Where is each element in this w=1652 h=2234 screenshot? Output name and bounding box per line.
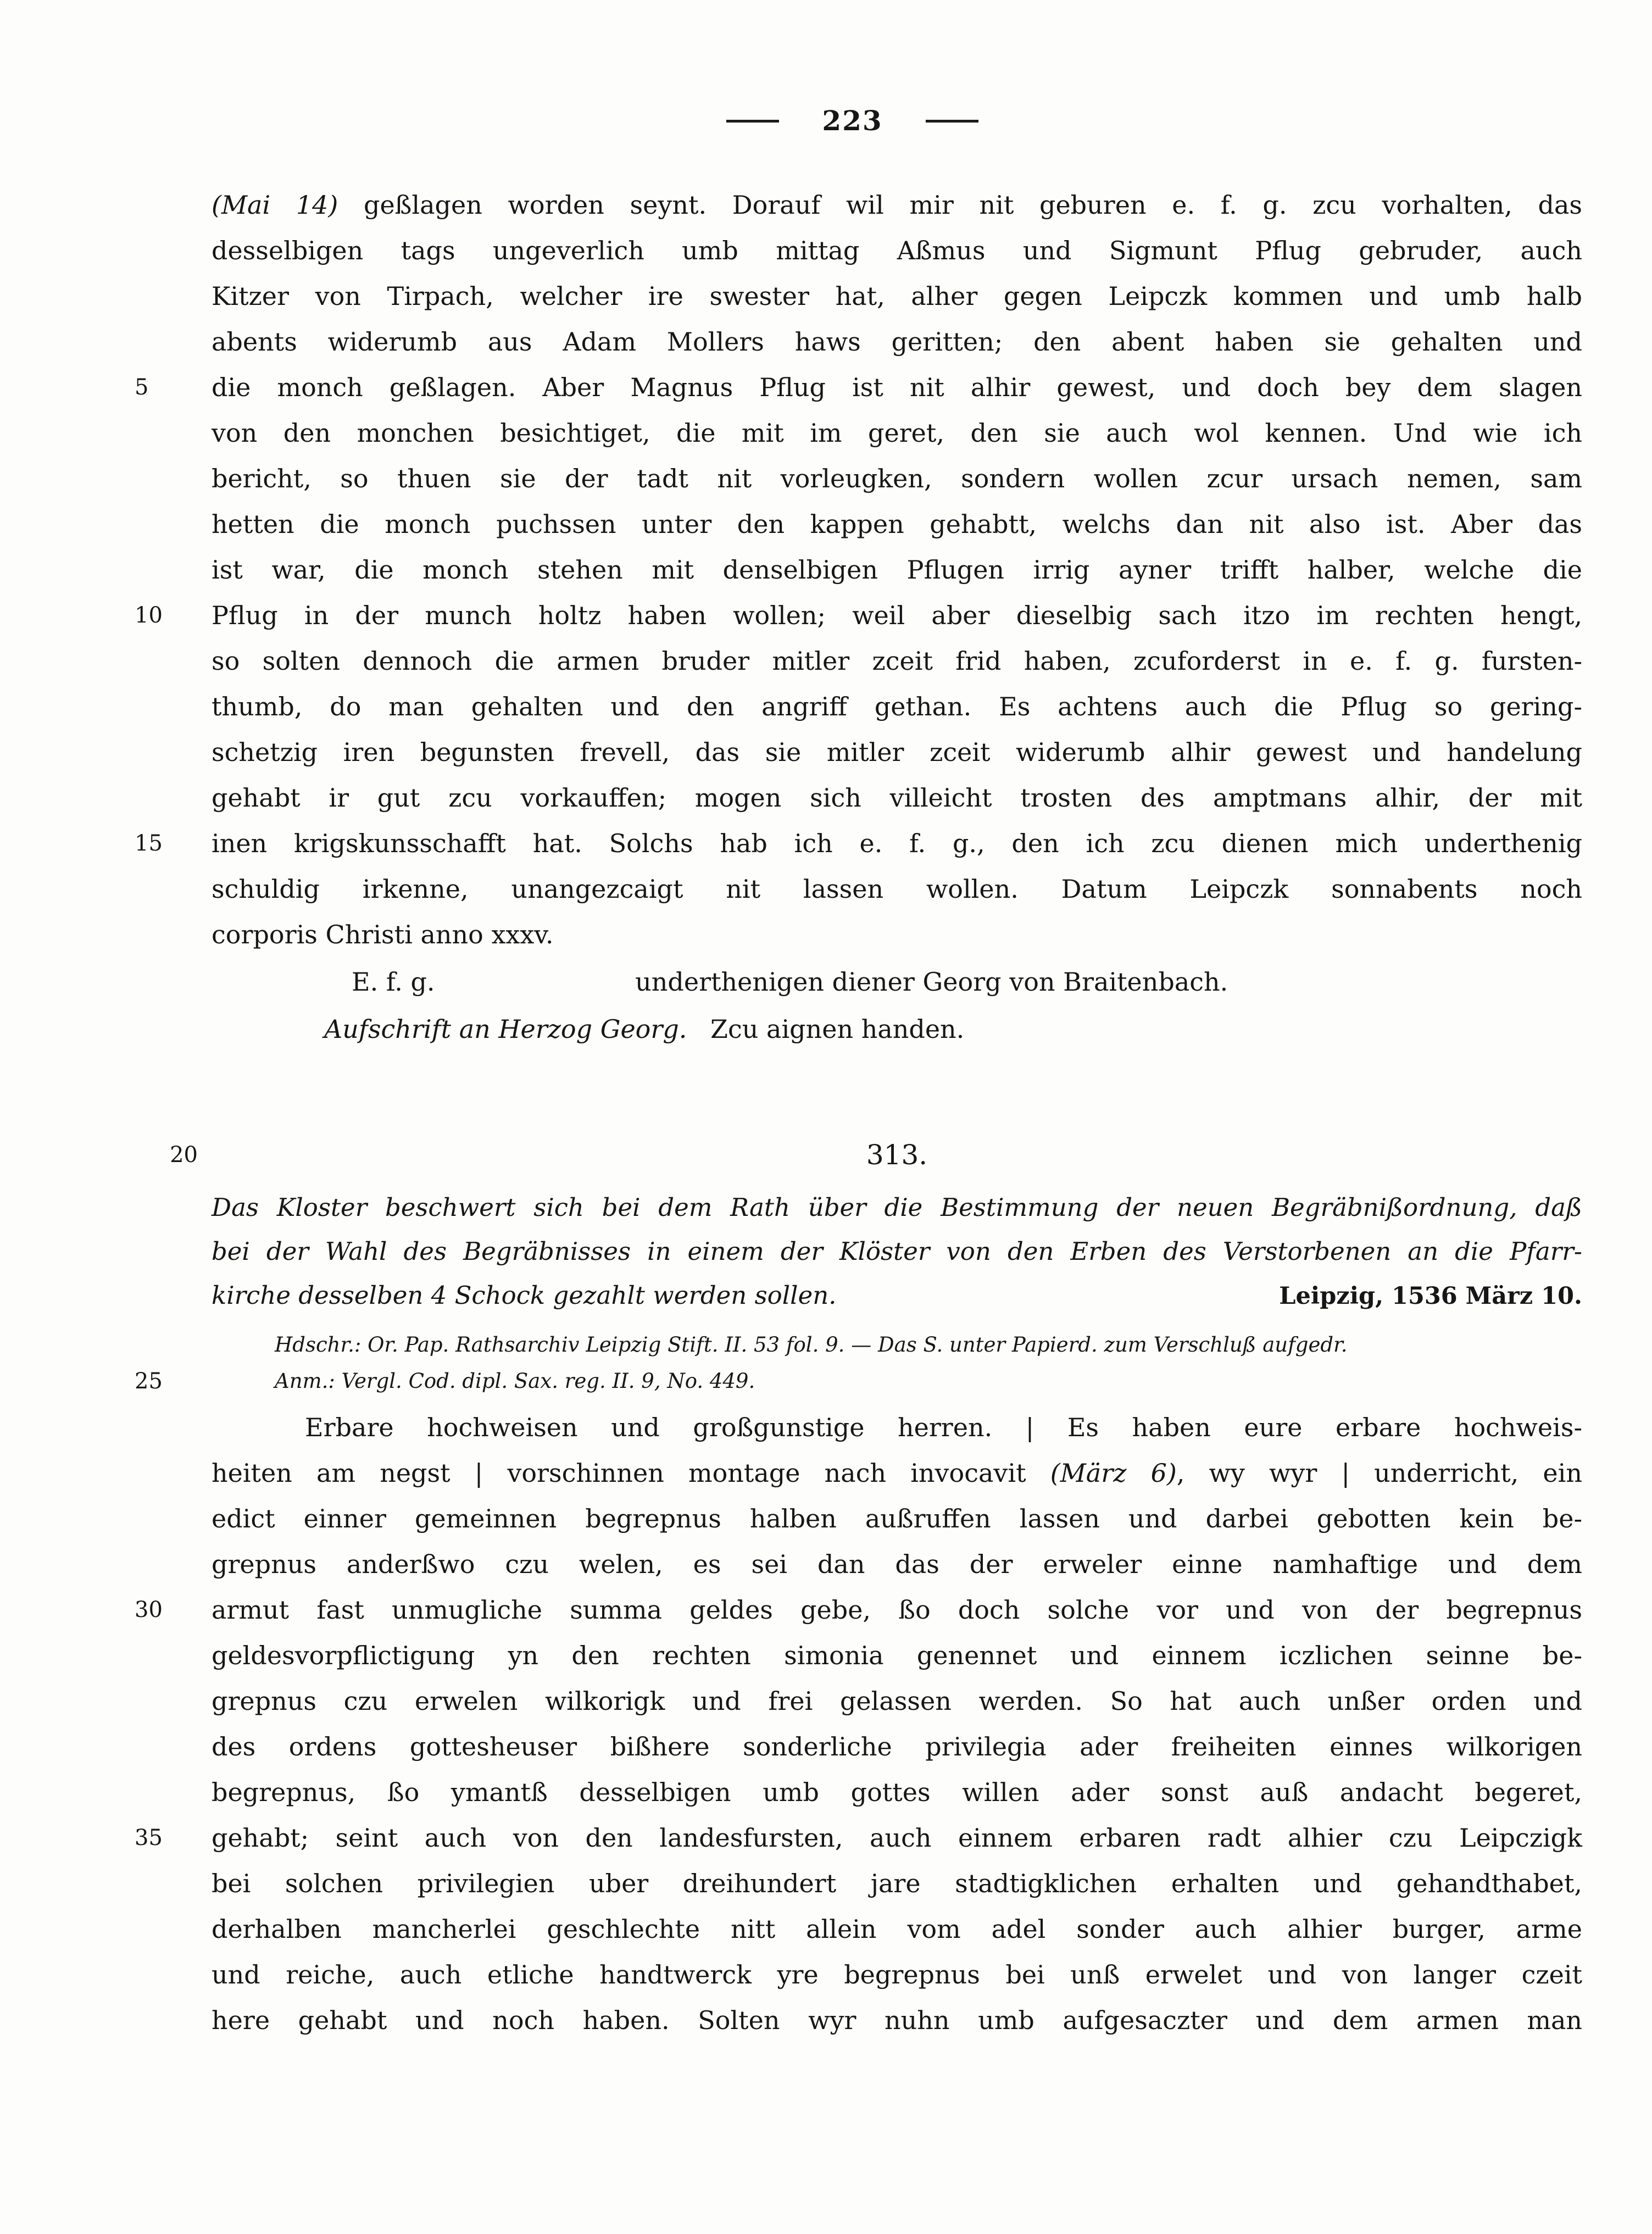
text-line bbox=[212, 1998, 1582, 2043]
entry-body bbox=[135, 1405, 1582, 2043]
docket-address: Aufschrift an Herzog Georg. bbox=[324, 1014, 687, 1044]
line-text: bericht, so thuen sie der tadt nit vorleugken, sondern wollen zcur ursach nemen, sam bbox=[212, 464, 1582, 493]
line-text: edict einner gemeinnen begrepnus halben außruffen lassen und darbei gebotten kein be- bbox=[212, 1504, 1582, 1533]
line-text: begrepnus, ßo ymantß desselbigen umb gottes willen ader sonst auß andacht begeret, bbox=[212, 1777, 1582, 1807]
note-line bbox=[275, 1327, 1582, 1363]
text-line bbox=[212, 1679, 1582, 1724]
line-text: heiten am negst | vorschinnen montage nach invocavit bbox=[212, 1458, 1050, 1488]
margin-line-number: 25 bbox=[135, 1369, 163, 1394]
summary-line bbox=[212, 1186, 1582, 1230]
letter-lines bbox=[135, 182, 1582, 958]
line-text: grepnus czu erwelen wilkorigk und frei gelassen werden. So hat auch unßer orden und bbox=[212, 1686, 1582, 1716]
text-line bbox=[212, 1952, 1582, 1998]
line-text-after: geßlagen worden seynt. Dorauf wil mir nit geburen e. f. g. zcu vorhalten, das bbox=[338, 190, 1582, 220]
margin-line-number: 10 bbox=[135, 603, 163, 628]
text-line bbox=[212, 410, 1582, 456]
text-line bbox=[135, 593, 1582, 638]
docket-line bbox=[212, 1006, 1582, 1052]
entry-313 bbox=[135, 1129, 1582, 2043]
text-line bbox=[212, 274, 1582, 319]
page-number: 223 bbox=[822, 104, 883, 137]
text-line bbox=[212, 228, 1582, 274]
line-text: ist war, die monch stehen mit denselbigen Pflugen irrig ayner trifft halber, welche die bbox=[212, 555, 1582, 585]
margin-line-number: 20 bbox=[170, 1142, 198, 1168]
margin-line-number: 30 bbox=[135, 1597, 163, 1622]
line-text-italic: (Mai 14) bbox=[212, 190, 338, 220]
line-text: derhalben mancherlei geschlechte nitt allein vom adel sonder auch alhier burger, arme bbox=[212, 1914, 1582, 1944]
line-text: Hdschr.: Or. Pap. Rathsarchiv Leipzig Stift. II. 53 fol. 9. — Das S. unter Papierd. zum Verschluß aufgedr. bbox=[275, 1333, 1348, 1357]
text-line bbox=[212, 182, 1582, 228]
margin-line-number: 35 bbox=[135, 1825, 163, 1850]
line-text: schetzig iren begunsten frevell, das sie mitler zceit widerumb alhir gewest und handelung bbox=[212, 737, 1582, 767]
source-notes bbox=[135, 1327, 1582, 1399]
line-text: hetten die monch puchssen unter den kappen gehabtt, welchs dan nit also ist. Aber das bbox=[212, 509, 1582, 539]
text-line bbox=[212, 1724, 1582, 1770]
line-text: Erbare hochweisen und großgunstige herren. | Es haben eure erbare hochweis- bbox=[305, 1413, 1582, 1442]
text-line bbox=[212, 1405, 1582, 1451]
margin-line-number: 5 bbox=[135, 375, 149, 400]
header-rule-left bbox=[726, 120, 779, 123]
text-line bbox=[135, 1587, 1582, 1633]
line-text: Das Kloster beschwert sich bei dem Rath über die Bestimmung der neuen Begräbnißordnung, daß bbox=[212, 1193, 1582, 1222]
letter-312-continuation bbox=[135, 182, 1582, 1052]
signature-name: underthenigen diener Georg von Braitenbach. bbox=[635, 967, 1228, 997]
margin-line-number: 15 bbox=[135, 831, 163, 856]
line-text-after: , wy wyr | underricht, ein bbox=[1176, 1458, 1582, 1488]
line-text: bei der Wahl des Begräbnisses in einem der Klöster von den Erben des Verstorbenen an die Pfarr- bbox=[212, 1237, 1582, 1266]
text-line bbox=[212, 684, 1582, 730]
line-text: geldesvorpflictigung yn den rechten simonia genennet und einnem iczlichen seinne be- bbox=[212, 1641, 1582, 1670]
signature-salutation: E. f. g. bbox=[352, 967, 435, 997]
line-text: und reiche, auch etliche handtwerck yre begrepnus bei unß erwelet und von langer czeit bbox=[212, 1960, 1582, 1990]
line-text: grepnus anderßwo czu welen, es sei dan das der erweler einne namhaftige und dem bbox=[212, 1549, 1582, 1579]
line-text-italic: (März 6) bbox=[1050, 1458, 1177, 1488]
line-text: so solten dennoch die armen bruder mitler zceit frid haben, zcuforderst in e. f. g. fursten- bbox=[212, 646, 1582, 676]
line-text: thumb, do man gehalten und den angriff gethan. Es achtens auch die Pflug so gering- bbox=[212, 692, 1582, 721]
text-line bbox=[212, 1907, 1582, 1952]
text-line bbox=[212, 319, 1582, 365]
line-text: gehabt ir gut zcu vorkauffen; mogen sich villeicht trosten des amptmans alhir, der mit bbox=[212, 783, 1582, 813]
note-lines bbox=[135, 1327, 1582, 1399]
text-line bbox=[135, 1815, 1582, 1861]
text-line bbox=[212, 775, 1582, 821]
text-line bbox=[212, 638, 1582, 684]
text-line bbox=[212, 1633, 1582, 1679]
line-text: Kitzer von Tirpach, welcher ire swester hat, alher gegen Leipczk kommen und umb halb bbox=[212, 281, 1582, 311]
line-text: Pflug in der munch holtz haben wollen; weil aber dieselbig sach itzo im rechten hengt, bbox=[212, 601, 1582, 630]
text-line bbox=[212, 456, 1582, 502]
text-line bbox=[212, 866, 1582, 912]
summary-line bbox=[212, 1230, 1582, 1274]
text-line bbox=[212, 1451, 1582, 1496]
line-text: bei solchen privilegien uber dreihundert jare stadtigklichen erhalten und gehandthabet, bbox=[212, 1869, 1582, 1898]
text-line bbox=[212, 1770, 1582, 1815]
line-text: Anm.: Vergl. Cod. dipl. Sax. reg. II. 9, No. 449. bbox=[275, 1369, 755, 1393]
text-line bbox=[212, 730, 1582, 775]
entry-heading-row bbox=[170, 1129, 1582, 1181]
line-text: gehabt; seint auch von den landesfursten, auch einnem erbaren radt alhier czu Leipczigk bbox=[212, 1823, 1582, 1853]
line-text: des ordens gottesheuser bißhere sonderliche privilegia ader freiheiten einnes wilkorigen bbox=[212, 1732, 1582, 1761]
entry-number: 313. bbox=[866, 1139, 928, 1171]
header-rule-right bbox=[926, 120, 978, 123]
line-text: die monch geßlagen. Aber Magnus Pflug ist nit alhir gewest, und doch bey dem slagen bbox=[212, 373, 1582, 402]
signature-line bbox=[212, 958, 1582, 1006]
summary-lines bbox=[212, 1186, 1582, 1274]
note-line bbox=[135, 1363, 1582, 1399]
line-text: corporis Christi anno xxxv. bbox=[212, 920, 554, 949]
text-line bbox=[212, 1542, 1582, 1587]
text-line bbox=[135, 365, 1582, 410]
summary-last-text: kirche desselben 4 Schock gezahlt werden sollen. bbox=[212, 1281, 837, 1310]
docket-note: Zcu aignen handen. bbox=[710, 1014, 965, 1044]
entry-date: Leipzig, 1536 März 10. bbox=[1279, 1282, 1582, 1310]
line-text: here gehabt und noch haben. Solten wyr nuhn umb aufgesaczter und dem armen man bbox=[212, 2005, 1582, 2035]
entry-summary bbox=[212, 1186, 1582, 1318]
summary-last-line bbox=[212, 1274, 1582, 1318]
line-text: von den monchen besichtiget, die mit im geret, den sie auch wol kennen. Und wie ich bbox=[212, 418, 1582, 448]
line-text: armut fast unmugliche summa geldes gebe, ßo doch solche vor und von der begrepnus bbox=[212, 1595, 1582, 1625]
line-text: desselbigen tags ungeverlich umb mittag Aßmus und Sigmunt Pflug gebruder, auch bbox=[212, 236, 1582, 265]
line-text: abents widerumb aus Adam Mollers haws geritten; den abent haben sie gehalten und bbox=[212, 327, 1582, 357]
line-text: schuldig irkenne, unangezcaigt nit lassen wollen. Datum Leipczk sonnabents noch bbox=[212, 874, 1582, 904]
text-line bbox=[212, 1496, 1582, 1542]
page-header bbox=[26, 104, 1652, 137]
text-line bbox=[212, 502, 1582, 547]
line-text: inen krigskunsschafft hat. Solchs hab ich e. f. g., den ich zcu dienen mich underthenig bbox=[212, 829, 1582, 858]
text-line bbox=[212, 1861, 1582, 1907]
text-line bbox=[135, 821, 1582, 866]
text-line bbox=[212, 912, 1582, 958]
body-lines bbox=[135, 1405, 1582, 2043]
text-line bbox=[212, 547, 1582, 593]
